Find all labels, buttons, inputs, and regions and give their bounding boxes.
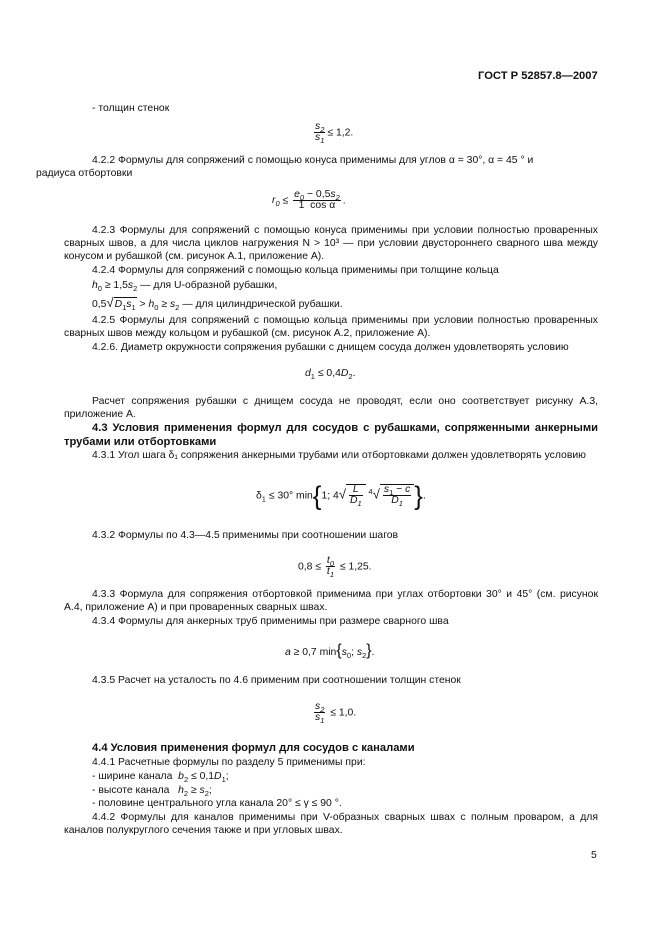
condition-u-jacket: $h_0 \ge 1,5s_2$ — для U-образной рубашки, [92,280,278,294]
page-number: 5 [591,850,597,861]
paragraph-4-3-1: 4.3.1 Угол шага δ₁ сопряжения анкерными трубами или отбортовками должен удовлетворять условию [92,450,586,461]
walls-intro: - толщин стенок [92,103,170,114]
doc-number: ГОСТ Р 52857.8—2007 [478,70,598,82]
paragraph-4-3-5: 4.3.5 Расчет на усталость по 4.6 применим при соотношении толщин стенок [92,675,461,686]
paragraph-4-2-2: 4.2.2 Формулы для сопряжений с помощью конуса применимы для углов α = 30°, α = 45 ° и радиуса отбортовки [36,155,534,180]
paragraph-4-2-4: 4.2.4 Формулы для сопряжений с помощью кольца применимы при толщине кольца [92,265,499,276]
equation-weld-size: a ≥ 0,7 $\min\{s_0$; $s_2$}. [285,642,375,661]
equation-fatigue-ratio: $\frac{s_2}{s_1}$ ≤ 1,0. [315,701,357,726]
equation-diameter: $d_1 \le 0,4D_2$. [305,368,356,382]
channel-angle-condition: - половине центрального угла канала 20° ≤ γ ≤ 90 °. [92,798,342,809]
paragraph-4-2-6: 4.2.6. Диаметр окружности сопряжения рубашки с днищем сосуда должен удовлетворять условию [92,342,569,353]
heading-4-4: 4.4 Условия применения формул для сосудов с каналами [92,742,415,754]
equation-wall-ratio: $\frac{s_2}{s_1}$ ≤ 1,2. [315,121,354,146]
heading-4-3: 4.3 Условия применения формул для сосудов с рубашками, сопряженными анкерными трубами или отбортовками [64,422,598,448]
equation-pitch-ratio: 0,8 ≤ $\frac{t_0}{t_1}$ ≤ 1,25. [298,555,372,580]
paragraph-4-2-5: 4.2.5 Формулы для сопряжений с помощью кольца применимы при условии полностью проваренных сварных швов между кольцом и рубашкой (см. рисунок А.2, приложение А). [64,315,598,340]
paragraph-4-2-3: 4.2.3 Формулы для сопряжений с помощью конуса применимы при условии полностью проваренных сварных швов, а для числа циклов нагружения N > 10³ — при условии двустороннего сварного шва между конусом и рубашкой (см. рисунок А.1, приложение А). [64,225,598,263]
paragraph-4-3-4: 4.3.4 Формулы для анкерных труб применимы при размере сварного шва [92,616,449,627]
equation-flange-radius: $r_0$ ≤ $\frac{e_0 - 0,5s_2}{\text{1 cos α}}$ . [272,189,346,211]
condition-cylindrical-jacket: $0,5√D_1s_1 > h_0 \ge s_2$ — для цилиндрической рубашки. [92,295,343,313]
paragraph-note: Расчет сопряжения рубашки с днищем сосуда не проводят, если оно соответствует рисунку А.3, приложение А. [64,396,598,421]
equation-pitch-angle: $\delta_1 \le 30^\circ$ min{1; 4√ $\frac{L}{D_1}$ $^4$√ $\frac{s_1 - c}{D_1}$ }. [256,480,426,511]
channel-width-condition: - ширине канала $b_2 \le 0,1D_1$; [92,771,229,785]
channel-height-condition: - высоте канала $h_2 \ge s_2$; [92,785,212,799]
eq1-tail: ≤ 1,2. [327,127,354,139]
paragraph-4-4-2: 4.4.2 Формулы для каналов применимы при V-образных сварных швах с полным проваром, а для каналов полукруглого сечения также и при угловых швах. [64,812,598,837]
paragraph-4-3-2: 4.3.2 Формулы по 4.3—4.5 применимы при соотношении шагов [92,530,399,541]
paragraph-4-3-3: 4.3.3 Формула для сопряжения отбортовкой применима при углах отбортовки 30° и 45° (см. рисунок А.4, приложение А) и при проваренных сварных швах. [64,589,598,614]
paragraph-4-4-1: 4.4.1 Расчетные формулы по разделу 5 применимы при: [92,757,366,768]
